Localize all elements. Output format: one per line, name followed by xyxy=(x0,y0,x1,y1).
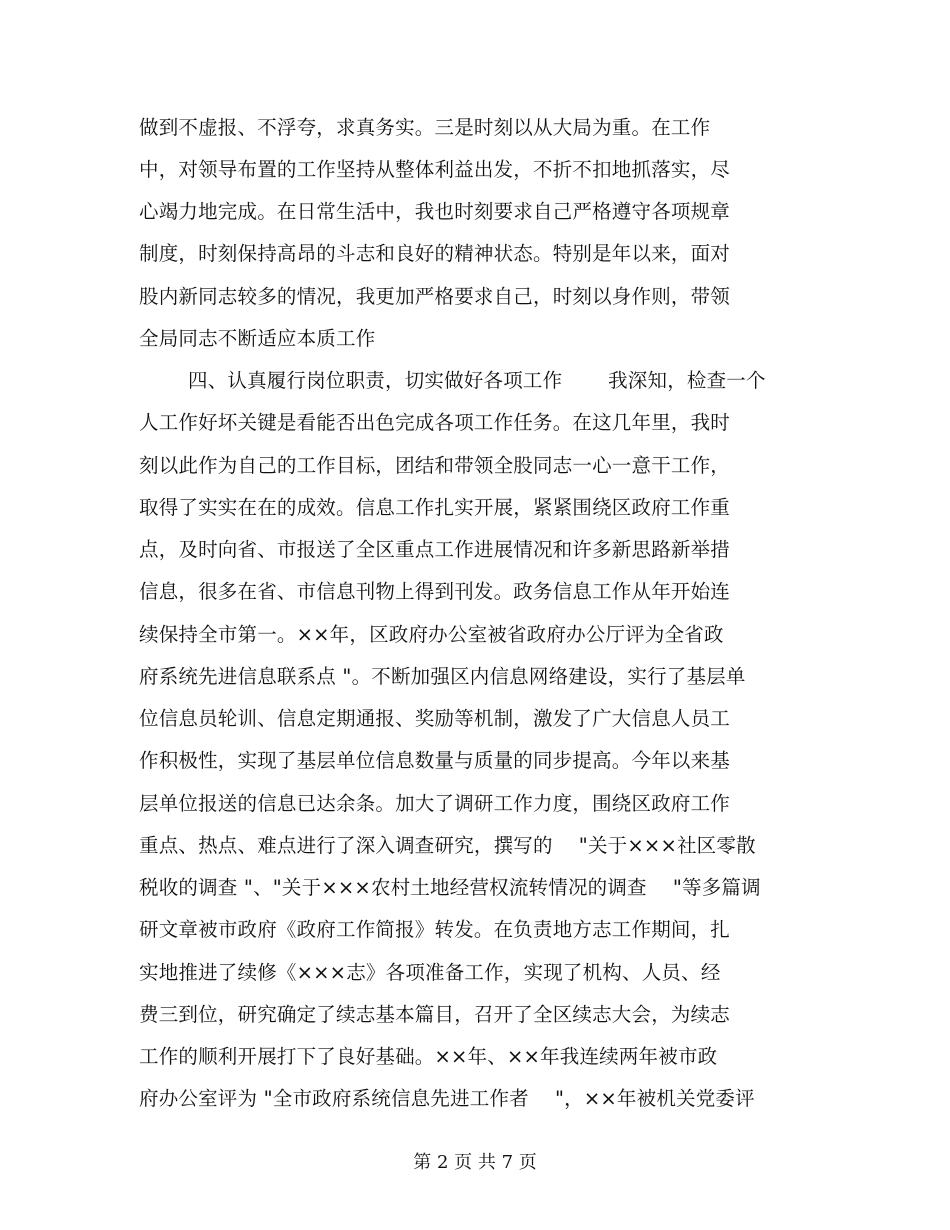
text-line: 府办公室评为 "全市政府系统信息先进工作者 "，××年被机关党委评 xyxy=(139,1087,755,1110)
text-line: 全局同志不断适应本质工作 xyxy=(139,327,376,350)
text-line: 作积极性，实现了基层单位信息数量与质量的同步提高。今年以来基 xyxy=(139,749,731,772)
text-line: 人工作好坏关键是看能否出色完成各项工作任务。在这几年里，我时 xyxy=(139,411,731,434)
text-line: 研文章被市政府《政府工作简报》转发。在负责地方志工作期间，扎 xyxy=(139,918,731,941)
text-line: 做到不虚报、不浮夸，求真务实。三是时刻以从大局为重。在工作 xyxy=(139,116,711,139)
text-line: 制度，时刻保持高昂的斗志和良好的精神状态。特别是年以来，面对 xyxy=(139,242,731,265)
text-line: 府系统先进信息联系点 "。不断加强区内信息网络建设，实行了基层单 xyxy=(139,665,746,688)
text-line: 位信息员轮训、信息定期通报、奖励等机制，激发了广大信息人员工 xyxy=(139,707,731,730)
text-line: 工作的顺利开展打下了良好基础。××年、××年我连续两年被市政 xyxy=(139,1045,718,1068)
text-line: 实地推进了续修《×××志》各项准备工作，实现了机构、人员、经 xyxy=(139,961,721,984)
text-line: 重点、热点、难点进行了深入调查研究，撰写的 "关于×××社区零散 xyxy=(139,834,756,857)
text-line: 刻以此作为自己的工作目标，团结和带领全股同志一心一意干工作， xyxy=(139,454,731,477)
text-line: 费三到位，研究确定了续志基本篇目，召开了全区续志大会，为续志 xyxy=(139,1003,731,1026)
text-line: 信息，很多在省、市信息刊物上得到刊发。政务信息工作从年开始连 xyxy=(139,580,731,603)
text-line: 税收的调查 "、"关于×××农村土地经营权流转情况的调查 "等多篇调 xyxy=(139,876,761,899)
text-line: 层单位报送的信息已达余条。加大了调研工作力度，围绕区政府工作 xyxy=(139,792,731,815)
text-line: 股内新同志较多的情况，我更加严格要求自己，时刻以身作则，带领 xyxy=(139,285,731,308)
text-line: 点，及时向省、市报送了全区重点工作进展情况和许多新思路新举措 xyxy=(139,538,731,561)
text-line: 续保持全市第一。××年，区政府办公室被省政府办公厅评为全省政 xyxy=(139,623,724,646)
text-line: 心竭力地完成。在日常生活中，我也时刻要求自己严格遵守各项规章 xyxy=(139,200,731,223)
text-line: 中，对领导布置的工作坚持从整体利益出发，不折不扣地抓落实，尽 xyxy=(139,158,731,181)
page-number-footer: 第 2 页 共 7 页 xyxy=(413,1152,537,1173)
section-heading-line: 四、认真履行岗位职责，切实做好各项工作 我深知，检查一个 xyxy=(188,369,766,392)
text-line: 取得了实实在在的成效。信息工作扎实开展，紧紧围绕区政府工作重 xyxy=(139,496,731,519)
